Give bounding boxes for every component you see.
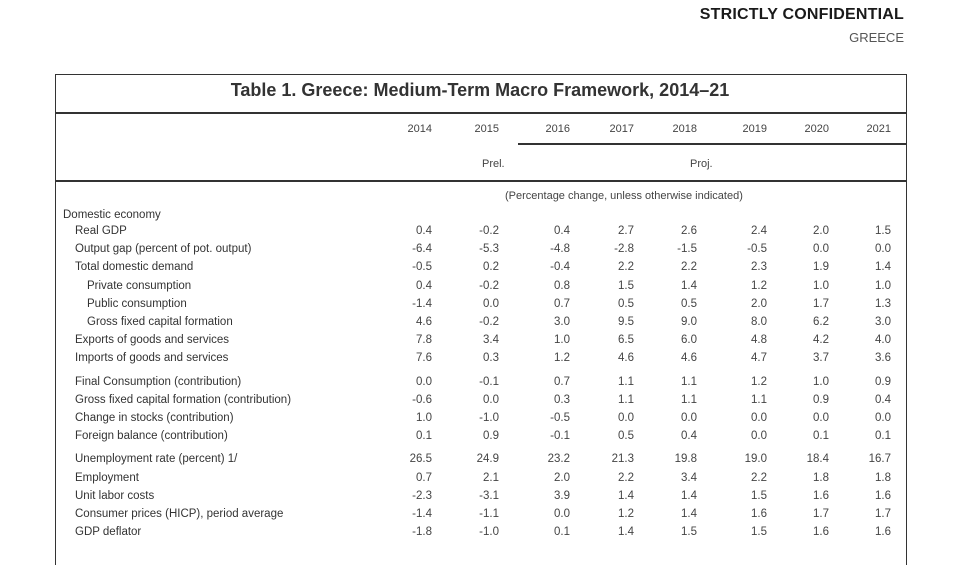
row-label: Unit labor costs [75, 489, 155, 502]
projection-rule [518, 143, 906, 145]
cell-2017: 0.0 [618, 412, 634, 424]
units-note: (Percentage change, unless otherwise indicated) [505, 190, 743, 202]
cell-2020: 1.0 [813, 375, 829, 388]
cell-2019: 0.0 [751, 412, 767, 424]
cell-2020: 1.7 [813, 508, 829, 520]
cell-2018: 0.0 [681, 412, 697, 424]
cell-2015: -0.2 [479, 279, 499, 292]
cell-2017: 1.1 [618, 393, 634, 406]
cell-2018: 1.5 [681, 526, 697, 539]
row-label: Exports of goods and services [75, 334, 230, 347]
cell-2014: -6.4 [412, 243, 432, 256]
cell-2019: 2.2 [751, 471, 767, 484]
cell-2015: 0.0 [483, 297, 499, 310]
cell-2021: 0.0 [875, 412, 891, 424]
year-header-2021: 2021 [866, 123, 891, 135]
cell-2015: -1.1 [479, 508, 499, 520]
table-row [0, 453, 960, 471]
cell-2018: 2.2 [681, 261, 697, 274]
country-label: GREECE [849, 30, 904, 45]
cell-2018: 0.4 [681, 430, 697, 443]
proj-label: Proj. [690, 158, 713, 170]
cell-2019: 1.2 [751, 279, 767, 292]
cell-2015: -0.2 [479, 225, 499, 237]
cell-2014: -1.4 [412, 508, 432, 520]
cell-2014: 0.7 [416, 471, 432, 484]
table-row [0, 394, 960, 412]
cell-2020: 2.0 [813, 225, 829, 237]
cell-2018: 1.4 [681, 508, 697, 520]
cell-2016: 0.7 [554, 375, 570, 388]
cell-2020: 1.0 [813, 279, 829, 292]
cell-2016: 1.2 [554, 352, 570, 365]
cell-2015: 3.4 [483, 334, 499, 347]
cell-2014: 0.4 [416, 225, 432, 237]
cell-2020: 1.9 [813, 261, 829, 274]
year-header-2015: 2015 [474, 123, 499, 135]
year-header-2019: 2019 [742, 123, 767, 135]
row-label: Real GDP [75, 225, 127, 237]
cell-2015: -0.2 [479, 316, 499, 328]
cell-2014: 4.6 [416, 316, 432, 328]
cell-2015: -1.0 [479, 412, 499, 424]
section-heading: Domestic economy [63, 209, 161, 221]
cell-2021: 1.3 [875, 297, 891, 310]
cell-2021: 1.4 [875, 261, 891, 274]
row-label: Employment [75, 471, 139, 484]
cell-2021: 0.9 [875, 375, 891, 388]
cell-2018: 1.1 [681, 375, 697, 388]
cell-2019: 2.4 [751, 225, 767, 237]
year-header-2014: 2014 [407, 123, 432, 135]
cell-2018: 9.0 [681, 316, 697, 328]
cell-2018: 19.8 [674, 453, 697, 466]
cell-2017: 1.1 [618, 375, 634, 388]
cell-2020: 1.8 [813, 471, 829, 484]
cell-2018: 0.5 [681, 297, 697, 310]
cell-2018: 2.6 [681, 225, 697, 237]
cell-2017: 4.6 [618, 352, 634, 365]
cell-2020: 1.6 [813, 526, 829, 539]
cell-2018: 1.4 [681, 489, 697, 502]
cell-2021: 1.0 [875, 279, 891, 292]
cell-2016: 0.3 [554, 393, 570, 406]
cell-2020: 4.2 [813, 334, 829, 347]
cell-2021: 0.1 [875, 430, 891, 443]
cell-2017: 21.3 [611, 453, 634, 466]
cell-2016: 2.0 [554, 471, 570, 484]
cell-2021: 1.6 [875, 489, 891, 502]
cell-2015: -5.3 [479, 243, 499, 256]
row-label: Foreign balance (contribution) [75, 430, 228, 443]
cell-2016: 3.9 [554, 489, 570, 502]
cell-2016: 3.0 [554, 316, 570, 328]
cell-2021: 0.4 [875, 393, 891, 406]
cell-2017: 1.4 [618, 489, 634, 502]
header-rule [56, 180, 906, 182]
table-row [0, 472, 960, 490]
year-header-2018: 2018 [672, 123, 697, 135]
cell-2016: 0.1 [554, 526, 570, 539]
cell-2015: 0.3 [483, 352, 499, 365]
cell-2018: 1.4 [681, 279, 697, 292]
cell-2021: 1.7 [875, 508, 891, 520]
cell-2019: 1.5 [751, 489, 767, 502]
cell-2020: 1.6 [813, 489, 829, 502]
cell-2020: 3.7 [813, 352, 829, 365]
cell-2020: 6.2 [813, 316, 829, 328]
cell-2018: 4.6 [681, 352, 697, 365]
table-title: Table 1. Greece: Medium-Term Macro Framework, 2014–21 [230, 80, 730, 100]
cell-2015: -3.1 [479, 489, 499, 502]
cell-2019: 0.0 [751, 430, 767, 443]
cell-2019: 2.0 [751, 297, 767, 310]
cell-2020: 0.1 [813, 430, 829, 443]
table-row [0, 316, 960, 334]
cell-2019: 19.0 [744, 453, 767, 466]
cell-2017: 1.4 [618, 526, 634, 539]
prel-label: Prel. [482, 158, 505, 170]
year-header-2016: 2016 [545, 123, 570, 135]
table-row [0, 412, 960, 430]
table-row [0, 430, 960, 448]
row-label: Total domestic demand [75, 261, 194, 274]
cell-2020: 0.9 [813, 393, 829, 406]
cell-2017: 9.5 [618, 316, 634, 328]
cell-2014: -0.5 [412, 261, 432, 274]
cell-2021: 1.6 [875, 526, 891, 539]
cell-2017: 1.5 [618, 279, 634, 292]
cell-2014: -0.6 [412, 393, 432, 406]
cell-2016: 0.8 [554, 279, 570, 292]
table-row [0, 280, 960, 298]
row-label: Final Consumption (contribution) [75, 375, 242, 388]
cell-2017: 6.5 [618, 334, 634, 347]
cell-2014: 0.0 [416, 375, 432, 388]
year-header-2017: 2017 [609, 123, 634, 135]
cell-2016: -0.5 [550, 412, 570, 424]
cell-2019: 4.7 [751, 352, 767, 365]
row-label: Unemployment rate (percent) 1/ [75, 453, 238, 466]
cell-2016: 23.2 [547, 453, 570, 466]
cell-2018: -1.5 [677, 243, 697, 256]
row-label: Output gap (percent of pot. output) [75, 243, 252, 256]
cell-2017: 2.2 [618, 471, 634, 484]
cell-2015: 0.0 [483, 393, 499, 406]
cell-2019: -0.5 [747, 243, 767, 256]
cell-2014: -1.8 [412, 526, 432, 539]
cell-2021: 3.6 [875, 352, 891, 365]
cell-2019: 2.3 [751, 261, 767, 274]
cell-2020: 0.0 [813, 412, 829, 424]
cell-2018: 6.0 [681, 334, 697, 347]
table-row [0, 376, 960, 394]
cell-2021: 3.0 [875, 316, 891, 328]
table-row [0, 508, 960, 526]
cell-2015: 0.9 [483, 430, 499, 443]
cell-2017: 1.2 [618, 508, 634, 520]
cell-2019: 1.5 [751, 526, 767, 539]
title-rule [56, 112, 906, 114]
year-header-2020: 2020 [804, 123, 829, 135]
row-label: Gross fixed capital formation [87, 316, 233, 328]
cell-2014: 26.5 [409, 453, 432, 466]
cell-2014: 7.6 [416, 352, 432, 365]
table-row [0, 261, 960, 279]
cell-2016: 0.0 [554, 508, 570, 520]
cell-2015: 24.9 [476, 453, 499, 466]
cell-2018: 1.1 [681, 393, 697, 406]
cell-2020: 0.0 [813, 243, 829, 256]
cell-2016: 0.4 [554, 225, 570, 237]
row-label: Gross fixed capital formation (contribution) [75, 393, 292, 406]
confidentiality-label: STRICTLY CONFIDENTIAL [699, 6, 904, 23]
cell-2014: 0.4 [416, 279, 432, 292]
cell-2019: 4.8 [751, 334, 767, 347]
row-label: Private consumption [87, 279, 192, 292]
cell-2020: 18.4 [806, 453, 829, 466]
cell-2016: -0.4 [550, 261, 570, 274]
cell-2015: -0.1 [479, 375, 499, 388]
cell-2021: 4.0 [875, 334, 891, 347]
cell-2014: 0.1 [416, 430, 432, 443]
row-label: Public consumption [87, 297, 187, 310]
row-label: Change in stocks (contribution) [75, 412, 234, 424]
cell-2014: -2.3 [412, 489, 432, 502]
cell-2015: 2.1 [483, 471, 499, 484]
table-row [0, 352, 960, 370]
cell-2017: -2.8 [614, 243, 634, 256]
table-row [0, 490, 960, 508]
cell-2021: 1.5 [875, 225, 891, 237]
cell-2015: 0.2 [483, 261, 499, 274]
table-row [0, 334, 960, 352]
cell-2016: -0.1 [550, 430, 570, 443]
cell-2017: 0.5 [618, 297, 634, 310]
cell-2015: -1.0 [479, 526, 499, 539]
cell-2020: 1.7 [813, 297, 829, 310]
cell-2021: 1.8 [875, 471, 891, 484]
row-label: GDP deflator [75, 526, 142, 539]
cell-2017: 2.7 [618, 225, 634, 237]
cell-2019: 1.1 [751, 393, 767, 406]
cell-2018: 3.4 [681, 471, 697, 484]
cell-2017: 2.2 [618, 261, 634, 274]
cell-2019: 8.0 [751, 316, 767, 328]
cell-2019: 1.2 [751, 375, 767, 388]
table-row [0, 298, 960, 316]
cell-2017: 0.5 [618, 430, 634, 443]
cell-2021: 16.7 [868, 453, 891, 466]
table-row [0, 526, 960, 544]
cell-2016: 0.7 [554, 297, 570, 310]
table-row [0, 243, 960, 261]
cell-2019: 1.6 [751, 508, 767, 520]
cell-2014: -1.4 [412, 297, 432, 310]
cell-2016: -4.8 [550, 243, 570, 256]
table-row [0, 225, 960, 243]
row-label: Consumer prices (HICP), period average [75, 508, 284, 520]
cell-2014: 1.0 [416, 412, 432, 424]
cell-2016: 1.0 [554, 334, 570, 347]
cell-2014: 7.8 [416, 334, 432, 347]
row-label: Imports of goods and services [75, 352, 229, 365]
cell-2021: 0.0 [875, 243, 891, 256]
